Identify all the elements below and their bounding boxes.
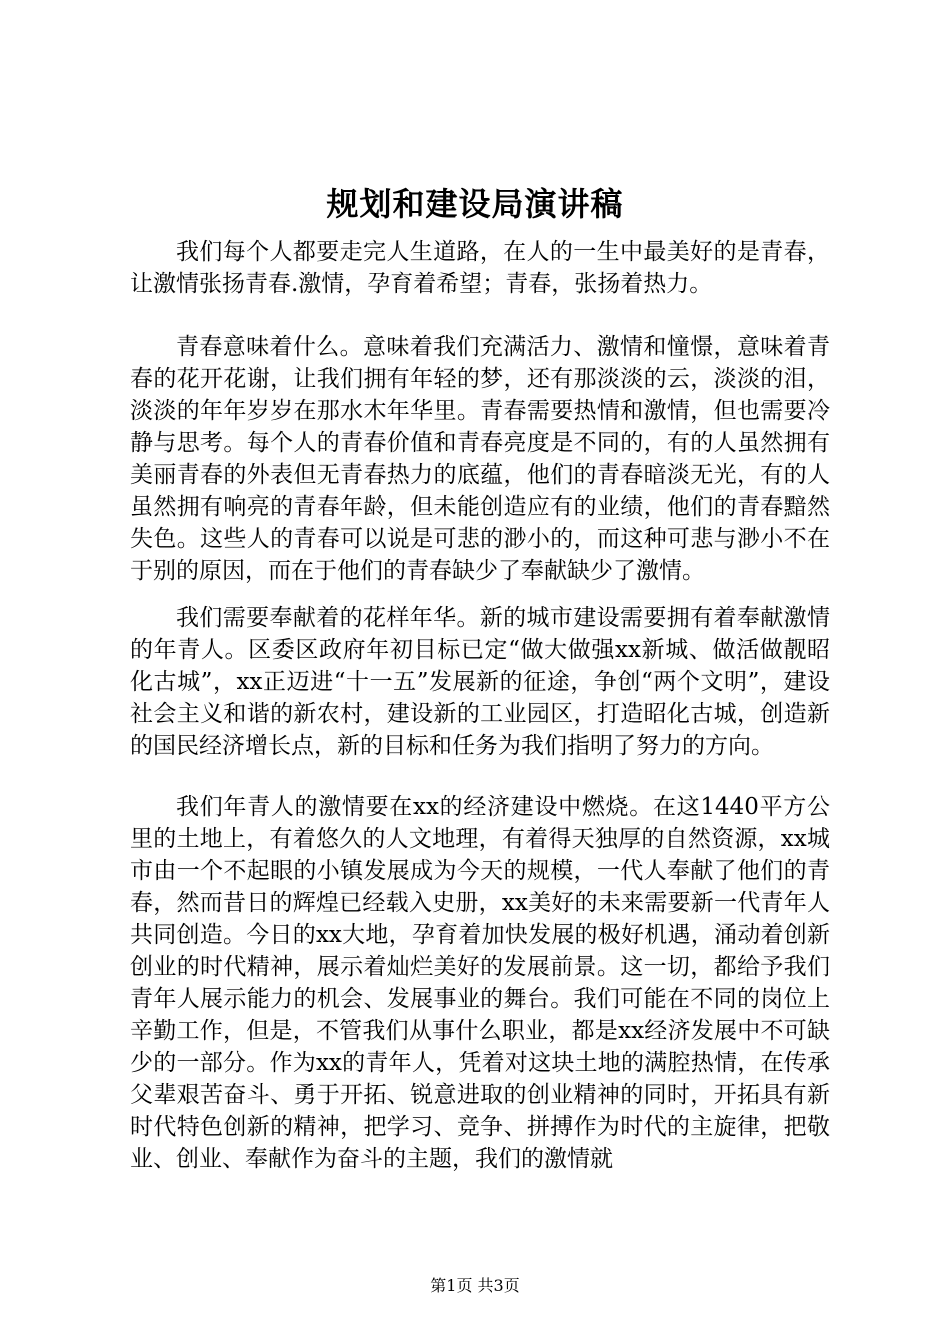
paragraph-block-3 xyxy=(130,602,830,762)
paragraph-block-4 xyxy=(130,791,830,1175)
paragraph-1: 我们每个人都要走完人生道路，在人的一生中最美好的是青春，让激情张扬青春.激情，孕育着希望；青春，张扬着热力。 xyxy=(130,239,830,297)
paragraph-3: 我们需要奉献着的花样年华。新的城市建设需要拥有着奉献激情的年青人。区委区政府年初目标已定“做大做强xx新城、做活做靓昭化古城”，xx正迈进“十一五”发展新的征途，争创“两个文明”，建设社会主义和谐的新农村，建设新的工业园区，打造昭化古城，创造新的国民经济增长点，新的目标和任务为我们指明了努力的方向。 xyxy=(130,605,830,759)
paragraph-block-2 xyxy=(130,331,830,587)
page-number-footer: 第1页 共3页 xyxy=(430,1276,520,1295)
document-title: 规划和建设局演讲稿 xyxy=(326,185,624,223)
paragraph-4: 我们年青人的激情要在xx的经济建设中燃烧。在这1440平方公里的土地上，有着悠久的人文地理，有着得天独厚的自然资源，xx城市由一个不起眼的小镇发展成为今天的规模，一代人奉献了他们的青春，然而昔日的辉煌已经载入史册，xx美好的未来需要新一代青年人共同创造。今日的xx大地，孕育着加快发展的极好机遇，涌动着创新创业的时代精神，展示着灿烂美好的发展前景。这一切，都给予我们青年人展示能力的机会、发展事业的舞台。我们可能在不同的岗位上辛勤工作，但是，不管我们从事什么职业，都是xx经济发展中不可缺少的一部分。作为xx的青年人，凭着对这块土地的满腔热情，在传承父辈艰苦奋斗、勇于开拓、锐意进取的创业精神的同时，开拓具有新时代特色创新的精神，把学习、竞争、拼搏作为时代的主旋律，把敬业、创业、奉献作为奋斗的主题，我们的激情就 xyxy=(130,794,830,1172)
paragraph-block-1 xyxy=(130,236,830,300)
paragraph-2: 青春意味着什么。意味着我们充满活力、激情和憧憬，意味着青春的花开花谢，让我们拥有年轻的梦，还有那淡淡的云，淡淡的泪，淡淡的年年岁岁在那水木年华里。青春需要热情和激情，但也需要冷静与思考。每个人的青春价值和青春亮度是不同的，有的人虽然拥有美丽青春的外表但无青春热力的底蕴，他们的青春暗淡无光，有的人虽然拥有响亮的青春年龄，但未能创造应有的业绩，他们的青春黯然失色。这些人的青春可以说是可悲的渺小的，而这种可悲与渺小不在于别的原因，而在于他们的青春缺少了奉献缺少了激情。 xyxy=(130,334,830,584)
